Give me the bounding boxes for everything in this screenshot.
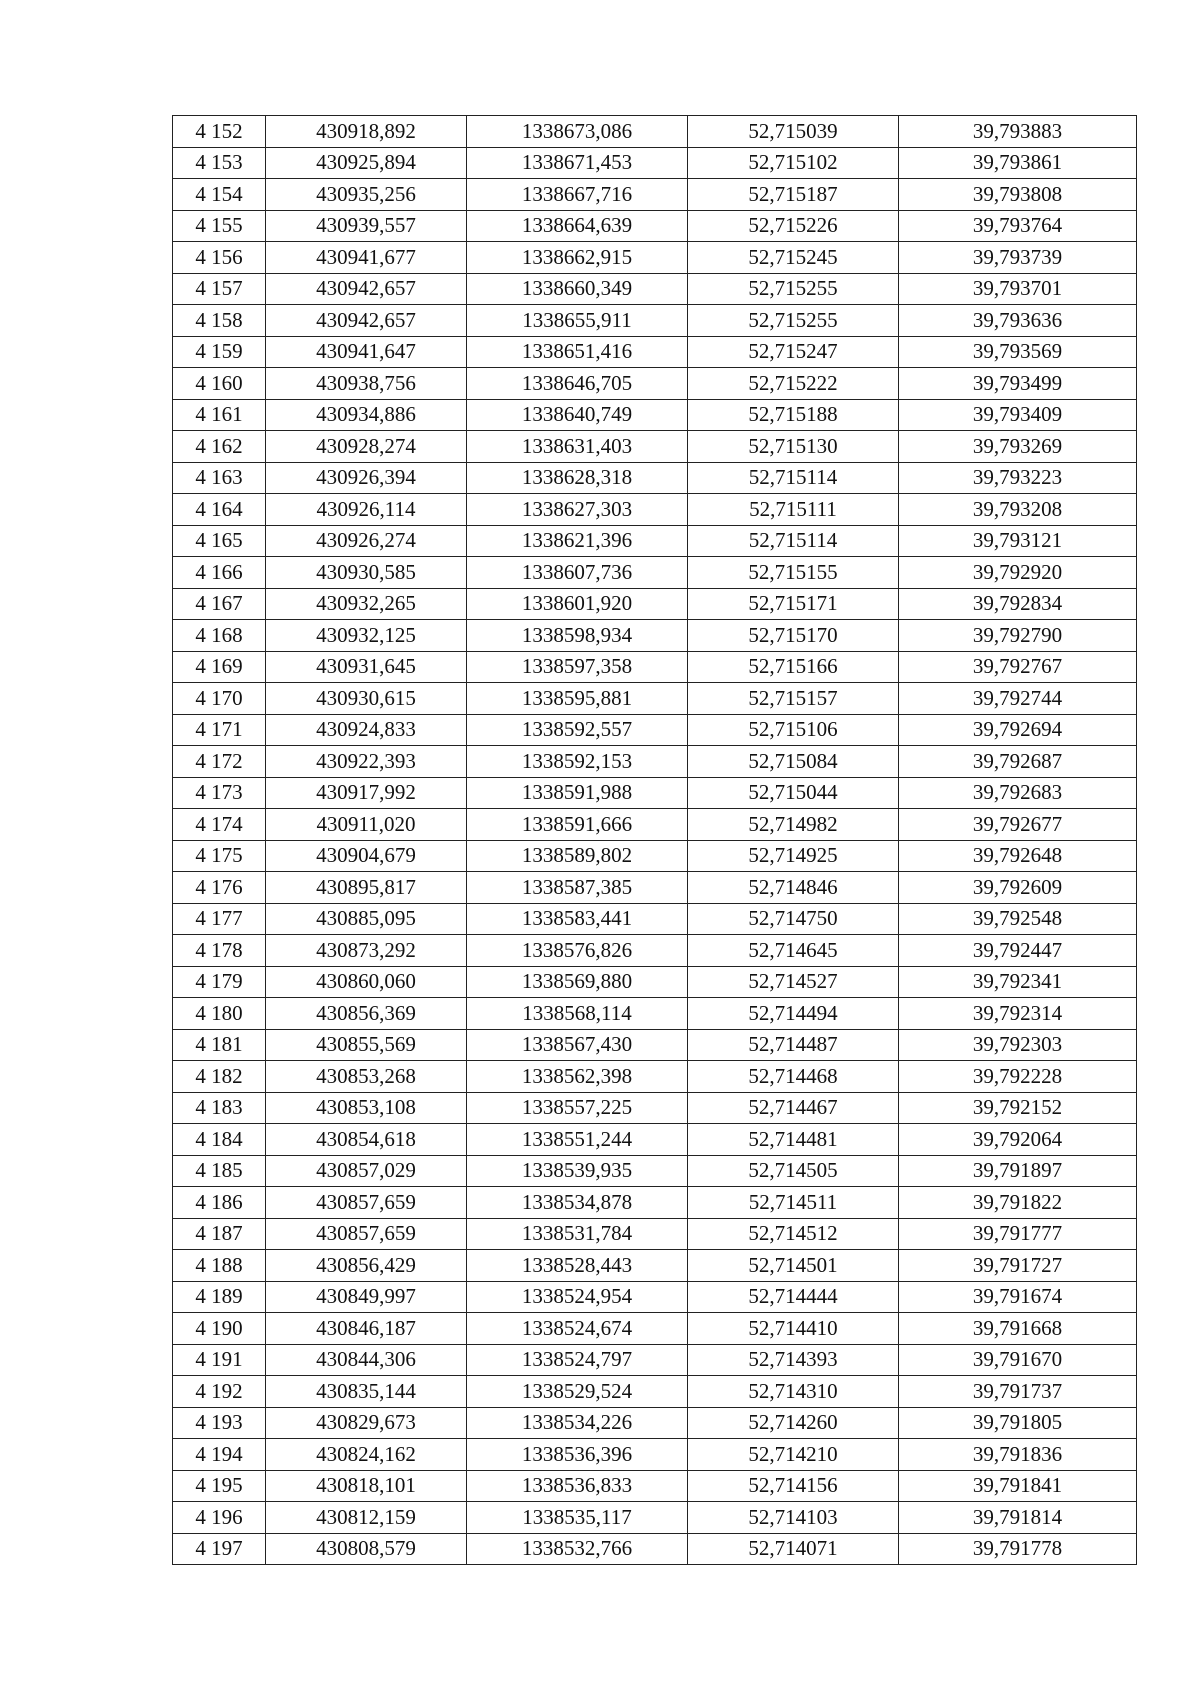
x-coordinate-cell: 430926,114 xyxy=(266,494,467,526)
point-number-cell: 4 187 xyxy=(173,1218,266,1250)
x-coordinate-cell: 430911,020 xyxy=(266,809,467,841)
point-number-cell: 4 170 xyxy=(173,683,266,715)
table-row xyxy=(173,1502,1137,1534)
point-number-cell: 4 195 xyxy=(173,1470,266,1502)
latitude-cell: 52,715226 xyxy=(688,210,899,242)
y-coordinate-cell: 1338576,826 xyxy=(467,935,688,967)
table-row xyxy=(173,903,1137,935)
y-coordinate-cell: 1338607,736 xyxy=(467,557,688,589)
table-row xyxy=(173,588,1137,620)
table-row xyxy=(173,368,1137,400)
point-number-cell: 4 163 xyxy=(173,462,266,494)
longitude-cell: 39,792228 xyxy=(899,1061,1137,1093)
longitude-cell: 39,792064 xyxy=(899,1124,1137,1156)
x-coordinate-cell: 430925,894 xyxy=(266,147,467,179)
longitude-cell: 39,791897 xyxy=(899,1155,1137,1187)
y-coordinate-cell: 1338640,749 xyxy=(467,399,688,431)
y-coordinate-cell: 1338631,403 xyxy=(467,431,688,463)
point-number-cell: 4 171 xyxy=(173,714,266,746)
longitude-cell: 39,792790 xyxy=(899,620,1137,652)
x-coordinate-cell: 430854,618 xyxy=(266,1124,467,1156)
point-number-cell: 4 193 xyxy=(173,1407,266,1439)
x-coordinate-cell: 430935,256 xyxy=(266,179,467,211)
y-coordinate-cell: 1338589,802 xyxy=(467,840,688,872)
point-number-cell: 4 173 xyxy=(173,777,266,809)
latitude-cell: 52,714393 xyxy=(688,1344,899,1376)
y-coordinate-cell: 1338528,443 xyxy=(467,1250,688,1282)
longitude-cell: 39,791777 xyxy=(899,1218,1137,1250)
point-number-cell: 4 159 xyxy=(173,336,266,368)
table-row xyxy=(173,1376,1137,1408)
latitude-cell: 52,715245 xyxy=(688,242,899,274)
point-number-cell: 4 192 xyxy=(173,1376,266,1408)
longitude-cell: 39,793701 xyxy=(899,273,1137,305)
x-coordinate-cell: 430942,657 xyxy=(266,273,467,305)
table-row xyxy=(173,242,1137,274)
point-number-cell: 4 158 xyxy=(173,305,266,337)
table-row xyxy=(173,1281,1137,1313)
point-number-cell: 4 174 xyxy=(173,809,266,841)
longitude-cell: 39,793223 xyxy=(899,462,1137,494)
x-coordinate-cell: 430941,647 xyxy=(266,336,467,368)
longitude-cell: 39,791674 xyxy=(899,1281,1137,1313)
longitude-cell: 39,791670 xyxy=(899,1344,1137,1376)
longitude-cell: 39,792687 xyxy=(899,746,1137,778)
longitude-cell: 39,793499 xyxy=(899,368,1137,400)
y-coordinate-cell: 1338601,920 xyxy=(467,588,688,620)
point-number-cell: 4 183 xyxy=(173,1092,266,1124)
point-number-cell: 4 197 xyxy=(173,1533,266,1565)
latitude-cell: 52,715039 xyxy=(688,116,899,148)
y-coordinate-cell: 1338592,153 xyxy=(467,746,688,778)
latitude-cell: 52,715102 xyxy=(688,147,899,179)
latitude-cell: 52,714505 xyxy=(688,1155,899,1187)
point-number-cell: 4 179 xyxy=(173,966,266,998)
x-coordinate-cell: 430856,429 xyxy=(266,1250,467,1282)
table-row xyxy=(173,1061,1137,1093)
table-row xyxy=(173,1407,1137,1439)
x-coordinate-cell: 430853,268 xyxy=(266,1061,467,1093)
y-coordinate-cell: 1338539,935 xyxy=(467,1155,688,1187)
table-row xyxy=(173,1470,1137,1502)
longitude-cell: 39,792677 xyxy=(899,809,1137,841)
x-coordinate-cell: 430857,659 xyxy=(266,1218,467,1250)
x-coordinate-cell: 430938,756 xyxy=(266,368,467,400)
point-number-cell: 4 172 xyxy=(173,746,266,778)
latitude-cell: 52,715247 xyxy=(688,336,899,368)
point-number-cell: 4 155 xyxy=(173,210,266,242)
latitude-cell: 52,714501 xyxy=(688,1250,899,1282)
longitude-cell: 39,792920 xyxy=(899,557,1137,589)
point-number-cell: 4 167 xyxy=(173,588,266,620)
point-number-cell: 4 184 xyxy=(173,1124,266,1156)
latitude-cell: 52,714982 xyxy=(688,809,899,841)
longitude-cell: 39,792314 xyxy=(899,998,1137,1030)
y-coordinate-cell: 1338562,398 xyxy=(467,1061,688,1093)
longitude-cell: 39,793409 xyxy=(899,399,1137,431)
latitude-cell: 52,714071 xyxy=(688,1533,899,1565)
longitude-cell: 39,792694 xyxy=(899,714,1137,746)
latitude-cell: 52,715111 xyxy=(688,494,899,526)
x-coordinate-cell: 430885,095 xyxy=(266,903,467,935)
latitude-cell: 52,715188 xyxy=(688,399,899,431)
y-coordinate-cell: 1338673,086 xyxy=(467,116,688,148)
x-coordinate-cell: 430941,677 xyxy=(266,242,467,274)
table-row xyxy=(173,116,1137,148)
y-coordinate-cell: 1338587,385 xyxy=(467,872,688,904)
longitude-cell: 39,792548 xyxy=(899,903,1137,935)
point-number-cell: 4 160 xyxy=(173,368,266,400)
longitude-cell: 39,793883 xyxy=(899,116,1137,148)
table-row xyxy=(173,1218,1137,1250)
x-coordinate-cell: 430942,657 xyxy=(266,305,467,337)
longitude-cell: 39,792303 xyxy=(899,1029,1137,1061)
table-row xyxy=(173,651,1137,683)
longitude-cell: 39,791805 xyxy=(899,1407,1137,1439)
point-number-cell: 4 186 xyxy=(173,1187,266,1219)
table-row xyxy=(173,1187,1137,1219)
x-coordinate-cell: 430930,615 xyxy=(266,683,467,715)
point-number-cell: 4 188 xyxy=(173,1250,266,1282)
x-coordinate-cell: 430860,060 xyxy=(266,966,467,998)
y-coordinate-cell: 1338595,881 xyxy=(467,683,688,715)
y-coordinate-cell: 1338524,797 xyxy=(467,1344,688,1376)
latitude-cell: 52,715044 xyxy=(688,777,899,809)
y-coordinate-cell: 1338628,318 xyxy=(467,462,688,494)
x-coordinate-cell: 430829,673 xyxy=(266,1407,467,1439)
y-coordinate-cell: 1338621,396 xyxy=(467,525,688,557)
point-number-cell: 4 161 xyxy=(173,399,266,431)
longitude-cell: 39,791814 xyxy=(899,1502,1137,1534)
x-coordinate-cell: 430808,579 xyxy=(266,1533,467,1565)
y-coordinate-cell: 1338529,524 xyxy=(467,1376,688,1408)
longitude-cell: 39,793636 xyxy=(899,305,1137,337)
x-coordinate-cell: 430932,125 xyxy=(266,620,467,652)
point-number-cell: 4 180 xyxy=(173,998,266,1030)
y-coordinate-cell: 1338646,705 xyxy=(467,368,688,400)
point-number-cell: 4 162 xyxy=(173,431,266,463)
y-coordinate-cell: 1338592,557 xyxy=(467,714,688,746)
table-row xyxy=(173,273,1137,305)
point-number-cell: 4 166 xyxy=(173,557,266,589)
y-coordinate-cell: 1338531,784 xyxy=(467,1218,688,1250)
x-coordinate-cell: 430856,369 xyxy=(266,998,467,1030)
table-row xyxy=(173,147,1137,179)
table-row xyxy=(173,305,1137,337)
y-coordinate-cell: 1338655,911 xyxy=(467,305,688,337)
latitude-cell: 52,715166 xyxy=(688,651,899,683)
longitude-cell: 39,792683 xyxy=(899,777,1137,809)
x-coordinate-cell: 430922,393 xyxy=(266,746,467,778)
latitude-cell: 52,715084 xyxy=(688,746,899,778)
point-number-cell: 4 194 xyxy=(173,1439,266,1471)
longitude-cell: 39,792834 xyxy=(899,588,1137,620)
x-coordinate-cell: 430857,029 xyxy=(266,1155,467,1187)
table-row xyxy=(173,494,1137,526)
table-row xyxy=(173,1155,1137,1187)
table-row xyxy=(173,1250,1137,1282)
y-coordinate-cell: 1338591,988 xyxy=(467,777,688,809)
table-row xyxy=(173,1124,1137,1156)
longitude-cell: 39,791727 xyxy=(899,1250,1137,1282)
latitude-cell: 52,715106 xyxy=(688,714,899,746)
y-coordinate-cell: 1338534,878 xyxy=(467,1187,688,1219)
point-number-cell: 4 175 xyxy=(173,840,266,872)
table-row xyxy=(173,1092,1137,1124)
point-number-cell: 4 191 xyxy=(173,1344,266,1376)
point-number-cell: 4 164 xyxy=(173,494,266,526)
y-coordinate-cell: 1338534,226 xyxy=(467,1407,688,1439)
table-row xyxy=(173,809,1137,841)
y-coordinate-cell: 1338568,114 xyxy=(467,998,688,1030)
longitude-cell: 39,793861 xyxy=(899,147,1137,179)
x-coordinate-cell: 430904,679 xyxy=(266,840,467,872)
latitude-cell: 52,715255 xyxy=(688,305,899,337)
longitude-cell: 39,793208 xyxy=(899,494,1137,526)
y-coordinate-cell: 1338536,833 xyxy=(467,1470,688,1502)
x-coordinate-cell: 430926,394 xyxy=(266,462,467,494)
x-coordinate-cell: 430928,274 xyxy=(266,431,467,463)
longitude-cell: 39,792609 xyxy=(899,872,1137,904)
x-coordinate-cell: 430930,585 xyxy=(266,557,467,589)
table-row xyxy=(173,1344,1137,1376)
y-coordinate-cell: 1338662,915 xyxy=(467,242,688,274)
latitude-cell: 52,714846 xyxy=(688,872,899,904)
table-row xyxy=(173,746,1137,778)
x-coordinate-cell: 430934,886 xyxy=(266,399,467,431)
table-row xyxy=(173,431,1137,463)
table-row xyxy=(173,998,1137,1030)
longitude-cell: 39,791668 xyxy=(899,1313,1137,1345)
table-row xyxy=(173,1313,1137,1345)
y-coordinate-cell: 1338627,303 xyxy=(467,494,688,526)
point-number-cell: 4 182 xyxy=(173,1061,266,1093)
table-row xyxy=(173,966,1137,998)
x-coordinate-cell: 430818,101 xyxy=(266,1470,467,1502)
point-number-cell: 4 165 xyxy=(173,525,266,557)
table-row xyxy=(173,840,1137,872)
table-row xyxy=(173,935,1137,967)
coordinates-table xyxy=(172,115,1137,1565)
point-number-cell: 4 153 xyxy=(173,147,266,179)
table-row xyxy=(173,683,1137,715)
x-coordinate-cell: 430849,997 xyxy=(266,1281,467,1313)
table-row xyxy=(173,714,1137,746)
point-number-cell: 4 156 xyxy=(173,242,266,274)
x-coordinate-cell: 430824,162 xyxy=(266,1439,467,1471)
table-row xyxy=(173,336,1137,368)
x-coordinate-cell: 430924,833 xyxy=(266,714,467,746)
table-row xyxy=(173,620,1137,652)
x-coordinate-cell: 430853,108 xyxy=(266,1092,467,1124)
x-coordinate-cell: 430846,187 xyxy=(266,1313,467,1345)
latitude-cell: 52,714512 xyxy=(688,1218,899,1250)
y-coordinate-cell: 1338671,453 xyxy=(467,147,688,179)
longitude-cell: 39,792341 xyxy=(899,966,1137,998)
latitude-cell: 52,715114 xyxy=(688,525,899,557)
table-row xyxy=(173,462,1137,494)
point-number-cell: 4 157 xyxy=(173,273,266,305)
table-row xyxy=(173,872,1137,904)
x-coordinate-cell: 430918,892 xyxy=(266,116,467,148)
point-number-cell: 4 154 xyxy=(173,179,266,211)
x-coordinate-cell: 430926,274 xyxy=(266,525,467,557)
latitude-cell: 52,715157 xyxy=(688,683,899,715)
latitude-cell: 52,714468 xyxy=(688,1061,899,1093)
longitude-cell: 39,791778 xyxy=(899,1533,1137,1565)
longitude-cell: 39,791737 xyxy=(899,1376,1137,1408)
longitude-cell: 39,792767 xyxy=(899,651,1137,683)
y-coordinate-cell: 1338597,358 xyxy=(467,651,688,683)
latitude-cell: 52,715171 xyxy=(688,588,899,620)
longitude-cell: 39,793808 xyxy=(899,179,1137,211)
latitude-cell: 52,714527 xyxy=(688,966,899,998)
latitude-cell: 52,715130 xyxy=(688,431,899,463)
latitude-cell: 52,715170 xyxy=(688,620,899,652)
latitude-cell: 52,715187 xyxy=(688,179,899,211)
y-coordinate-cell: 1338660,349 xyxy=(467,273,688,305)
latitude-cell: 52,714750 xyxy=(688,903,899,935)
latitude-cell: 52,714467 xyxy=(688,1092,899,1124)
x-coordinate-cell: 430939,557 xyxy=(266,210,467,242)
point-number-cell: 4 185 xyxy=(173,1155,266,1187)
y-coordinate-cell: 1338551,244 xyxy=(467,1124,688,1156)
y-coordinate-cell: 1338524,954 xyxy=(467,1281,688,1313)
longitude-cell: 39,792152 xyxy=(899,1092,1137,1124)
table-row xyxy=(173,777,1137,809)
point-number-cell: 4 176 xyxy=(173,872,266,904)
x-coordinate-cell: 430917,992 xyxy=(266,777,467,809)
point-number-cell: 4 169 xyxy=(173,651,266,683)
y-coordinate-cell: 1338532,766 xyxy=(467,1533,688,1565)
x-coordinate-cell: 430835,144 xyxy=(266,1376,467,1408)
point-number-cell: 4 152 xyxy=(173,116,266,148)
table-row xyxy=(173,210,1137,242)
latitude-cell: 52,714103 xyxy=(688,1502,899,1534)
point-number-cell: 4 181 xyxy=(173,1029,266,1061)
y-coordinate-cell: 1338524,674 xyxy=(467,1313,688,1345)
table-row xyxy=(173,179,1137,211)
x-coordinate-cell: 430812,159 xyxy=(266,1502,467,1534)
table-row xyxy=(173,1533,1137,1565)
latitude-cell: 52,714645 xyxy=(688,935,899,967)
table-row xyxy=(173,557,1137,589)
y-coordinate-cell: 1338557,225 xyxy=(467,1092,688,1124)
table-row xyxy=(173,1439,1137,1471)
latitude-cell: 52,714925 xyxy=(688,840,899,872)
longitude-cell: 39,792744 xyxy=(899,683,1137,715)
y-coordinate-cell: 1338651,416 xyxy=(467,336,688,368)
table-row xyxy=(173,399,1137,431)
latitude-cell: 52,714494 xyxy=(688,998,899,1030)
y-coordinate-cell: 1338591,666 xyxy=(467,809,688,841)
latitude-cell: 52,714511 xyxy=(688,1187,899,1219)
point-number-cell: 4 168 xyxy=(173,620,266,652)
point-number-cell: 4 189 xyxy=(173,1281,266,1313)
point-number-cell: 4 190 xyxy=(173,1313,266,1345)
y-coordinate-cell: 1338667,716 xyxy=(467,179,688,211)
latitude-cell: 52,714444 xyxy=(688,1281,899,1313)
table-row xyxy=(173,525,1137,557)
latitude-cell: 52,715255 xyxy=(688,273,899,305)
longitude-cell: 39,792648 xyxy=(899,840,1137,872)
y-coordinate-cell: 1338567,430 xyxy=(467,1029,688,1061)
y-coordinate-cell: 1338583,441 xyxy=(467,903,688,935)
latitude-cell: 52,714210 xyxy=(688,1439,899,1471)
point-number-cell: 4 177 xyxy=(173,903,266,935)
x-coordinate-cell: 430873,292 xyxy=(266,935,467,967)
latitude-cell: 52,714310 xyxy=(688,1376,899,1408)
latitude-cell: 52,714260 xyxy=(688,1407,899,1439)
latitude-cell: 52,714487 xyxy=(688,1029,899,1061)
x-coordinate-cell: 430855,569 xyxy=(266,1029,467,1061)
y-coordinate-cell: 1338598,934 xyxy=(467,620,688,652)
y-coordinate-cell: 1338535,117 xyxy=(467,1502,688,1534)
longitude-cell: 39,791841 xyxy=(899,1470,1137,1502)
longitude-cell: 39,793121 xyxy=(899,525,1137,557)
longitude-cell: 39,791822 xyxy=(899,1187,1137,1219)
point-number-cell: 4 196 xyxy=(173,1502,266,1534)
latitude-cell: 52,714410 xyxy=(688,1313,899,1345)
longitude-cell: 39,793269 xyxy=(899,431,1137,463)
latitude-cell: 52,715222 xyxy=(688,368,899,400)
y-coordinate-cell: 1338536,396 xyxy=(467,1439,688,1471)
latitude-cell: 52,715114 xyxy=(688,462,899,494)
x-coordinate-cell: 430931,645 xyxy=(266,651,467,683)
longitude-cell: 39,793739 xyxy=(899,242,1137,274)
latitude-cell: 52,714156 xyxy=(688,1470,899,1502)
x-coordinate-cell: 430844,306 xyxy=(266,1344,467,1376)
longitude-cell: 39,791836 xyxy=(899,1439,1137,1471)
latitude-cell: 52,715155 xyxy=(688,557,899,589)
latitude-cell: 52,714481 xyxy=(688,1124,899,1156)
longitude-cell: 39,792447 xyxy=(899,935,1137,967)
y-coordinate-cell: 1338664,639 xyxy=(467,210,688,242)
table-row xyxy=(173,1029,1137,1061)
x-coordinate-cell: 430932,265 xyxy=(266,588,467,620)
y-coordinate-cell: 1338569,880 xyxy=(467,966,688,998)
coordinates-table-body xyxy=(173,116,1137,1565)
longitude-cell: 39,793764 xyxy=(899,210,1137,242)
x-coordinate-cell: 430895,817 xyxy=(266,872,467,904)
x-coordinate-cell: 430857,659 xyxy=(266,1187,467,1219)
longitude-cell: 39,793569 xyxy=(899,336,1137,368)
point-number-cell: 4 178 xyxy=(173,935,266,967)
